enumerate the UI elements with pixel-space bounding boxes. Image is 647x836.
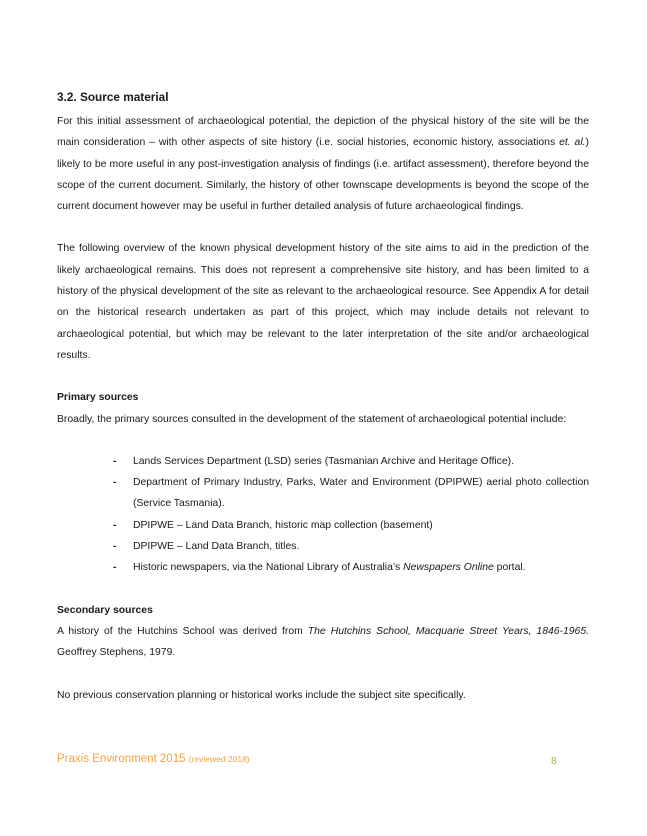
list-item-text: DPIPWE – Land Data Branch, historic map collection (basement) [133, 519, 433, 531]
list-item [113, 472, 589, 515]
document-body [57, 87, 589, 706]
bullet-dash: - [113, 519, 117, 531]
page-footer [57, 753, 557, 765]
italic-text: et. al. [559, 137, 586, 149]
italic-text: The Hutchins School, Macquarie Street Years, 1846-1965. [307, 625, 589, 637]
primary-sources-list [57, 451, 589, 579]
list-item [113, 515, 589, 536]
page-number: 8 [551, 755, 557, 767]
list-item-text: Department of Primary Industry, Parks, Water and Environment (DPIPWE) aerial photo collection (Service Tasmania). [133, 477, 589, 510]
list-item [113, 536, 589, 557]
list-item-text: DPIPWE – Land Data Branch, titles. [133, 541, 300, 553]
list-item-text: Lands Services Department (LSD) series (Tasmanian Archive and Heritage Office). [133, 455, 514, 467]
bullet-dash: - [113, 541, 117, 553]
spacer [57, 430, 589, 451]
section-heading: 3.2. Source material [57, 90, 169, 104]
footer-org: Praxis Environment 2015 [57, 753, 186, 765]
closing-statement: No previous conservation planning or historical works include the subject site specifically. [57, 689, 466, 701]
footer-note: (reviewed 2018) [188, 754, 250, 764]
list-item-text: portal. [493, 562, 526, 574]
italic-text: Newspapers Online [403, 562, 494, 574]
list-item-text: Historic newspapers, via the National Library of Australia’s [133, 562, 404, 574]
spacer [57, 579, 589, 600]
bullet-dash: - [113, 477, 117, 489]
paragraph-text: ) likely to be more useful in any post-investigation analysis of findings (i.e. artifact assessment), therefore beyond the scope of the current document. Similarly, the history of other townscape developments is beyond the scope of the current document however may be useful in further detailed analysis of future archaeological findings. [57, 137, 589, 213]
secondary-sources-heading: Secondary sources [57, 604, 153, 616]
spacer [57, 366, 589, 387]
list-item [113, 557, 589, 578]
bullet-dash: - [113, 455, 117, 467]
list-item [113, 451, 589, 472]
paragraph-scope [57, 111, 589, 217]
bullet-dash: - [113, 562, 117, 574]
secondary-sources-text [57, 621, 589, 664]
paragraph-text: A history of the Hutchins School was derived from [57, 625, 308, 637]
spacer [57, 664, 589, 685]
paragraph-text: Geoffrey Stephens, 1979. [57, 647, 176, 659]
paragraph-text: For this initial assessment of archaeological potential, the depiction of the physical history of the site will be the main consideration – with other aspects of site history (i.e. social histories, economic history, associations [57, 116, 589, 149]
spacer [57, 217, 589, 238]
paragraph-overview: The following overview of the known physical development history of the site aims to aid in the prediction of the likely archaeological remains. This does not represent a comprehensive site history, and has been limited to a history of the physical development of the site as relevant to the archaeological resource. See Appendix A for detail on the historical research undertaken as part of this project, which may include details not relevant to archaeological potential, but which may be relevant to the later interpretation of the site and/or archaeological results. [57, 243, 589, 361]
primary-sources-intro: Broadly, the primary sources consulted in the development of the statement of archaeological potential include: [57, 413, 567, 425]
primary-sources-heading: Primary sources [57, 392, 139, 404]
